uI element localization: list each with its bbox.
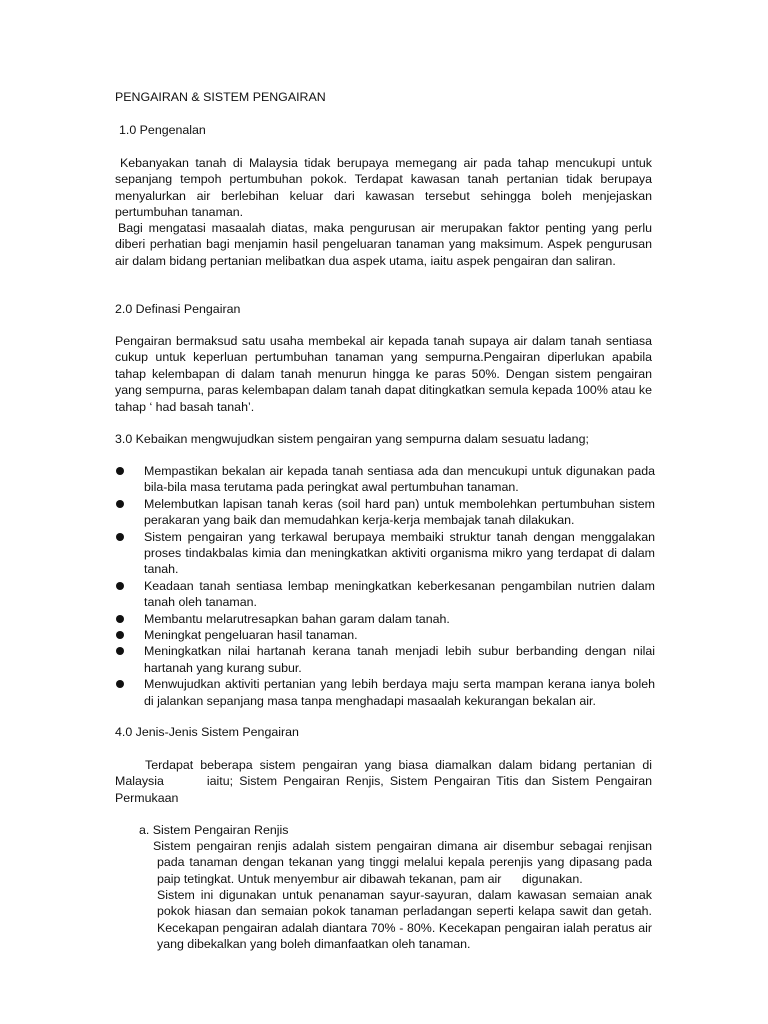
section-1-paragraph-1: Kebanyakan tanah di Malaysia tidak berupaya memegang air pada tahap mencukupi untuk sepanjang tempoh pertumbuhan pokok. Terdapat kawasan tanah pertanian tidak berupaya menyalurkan air berlebihan keluar dari kawasan tersebut sehingga boleh menjejaskan pertumbuhan tanaman. bbox=[115, 156, 652, 220]
document-title: PENGAIRAN & SISTEM PENGAIRAN bbox=[115, 90, 326, 104]
section-2-paragraph: Pengairan bermaksud satu usaha membekal air kepada tanah supaya air dalam tanah sentiasa cukup untuk keperluan pertumbuhan tanaman yang sempurna.Pengairan diperlukan apabila tahap kelembapan di dalam tanah menurun hingga ke paras 50%. Dengan sistem pengairan yang sempurna, paras kelembapan dalam tanah dapat ditingkatkan semula kepada 100% atau ke tahap ‘ had basah tanah’. bbox=[115, 334, 652, 414]
section-3-heading: 3.0 Kebaikan mengwujudkan sistem pengairan yang sempurna dalam sesuatu ladang; bbox=[115, 432, 589, 446]
benefits-list bbox=[115, 463, 655, 709]
section-1-paragraph-2: Bagi mengatasi masaalah diatas, maka pengurusan air merupakan faktor penting yang perlu diberi perhatian bagi menjamin hasil pengeluaran tanaman yang maksimum. Aspek pengurusan air dalam bidang pertanian melibatkan dua aspek utama, iaitu aspek pengairan dan saliran. bbox=[115, 221, 652, 268]
list-item: Meningkat pengeluaran hasil tanaman. bbox=[115, 627, 655, 643]
list-item: Sistem pengairan yang terkawal berupaya membaiki struktur tanah dengan menggalakan proses tindakbalas kimia dan meningkatkan aktiviti organisma mikro yang terdapat di dalam tanah. bbox=[115, 529, 655, 578]
list-item: Meningkatkan nilai hartanah kerana tanah menjadi lebih subur berbanding dengan nilai hartanah yang kurang subur. bbox=[115, 643, 655, 676]
list-item: Menwujudkan aktiviti pertanian yang lebih berdaya maju serta mampan kerana ianya boleh di jalankan sepanjang masa tanpa menghadapi masaalah kekurangan bekalan air. bbox=[115, 676, 655, 709]
subsection-a-heading: a. Sistem Pengairan Renjis bbox=[139, 823, 289, 837]
section-4-heading: 4.0 Jenis-Jenis Sistem Pengairan bbox=[115, 725, 299, 739]
list-item: Keadaan tanah sentiasa lembap meningkatkan keberkesanan pengambilan nutrien dalam tanah oleh tanaman. bbox=[115, 578, 655, 611]
section-2-heading: 2.0 Definasi Pengairan bbox=[115, 302, 241, 316]
list-item: Mempastikan bekalan air kepada tanah sentiasa ada dan mencukupi untuk digunakan pada bila-bila masa terutama pada peringkat awal pertumbuhan tanaman. bbox=[115, 463, 655, 496]
list-item: Membantu melarutresapkan bahan garam dalam tanah. bbox=[115, 611, 655, 627]
section-4-intro: Terdapat beberapa sistem pengairan yang biasa diamalkan dalam bidang pertanian di Malaysia iaitu; Sistem Pengairan Renjis, Sistem Pengairan Titis dan Sistem Pengairan Permukaan bbox=[115, 758, 656, 805]
subsection-a-paragraph-1: Sistem pengairan renjis adalah sistem pengairan dimana air disembur sebagai renjisan pada tanaman dengan tekanan yang tinggi melalui kepala perenjis yang dipasang pada paip tetingkat. Untuk menyembur air dibawah tekanan, pam air digunakan. bbox=[153, 839, 656, 886]
list-item: Melembutkan lapisan tanah keras (soil hard pan) untuk membolehkan pertumbuhan sistem perakaran yang baik dan memudahkan kerja-kerja membajak tanah dilakukan. bbox=[115, 496, 655, 529]
section-1-heading: 1.0 Pengenalan bbox=[119, 123, 206, 137]
subsection-a-paragraph-2: Sistem ini digunakan untuk penanaman sayur-sayuran, dalam kawasan semaian anak pokok hiasan dan semaian pokok tanaman perladangan seperti kelapa sawit dan getah. Kecekapan pengairan adalah diantara 70% - 80%. Kecekapan pengairan ialah peratus air yang dibekalkan yang boleh dimanfaatkan oleh tanaman. bbox=[157, 888, 652, 952]
